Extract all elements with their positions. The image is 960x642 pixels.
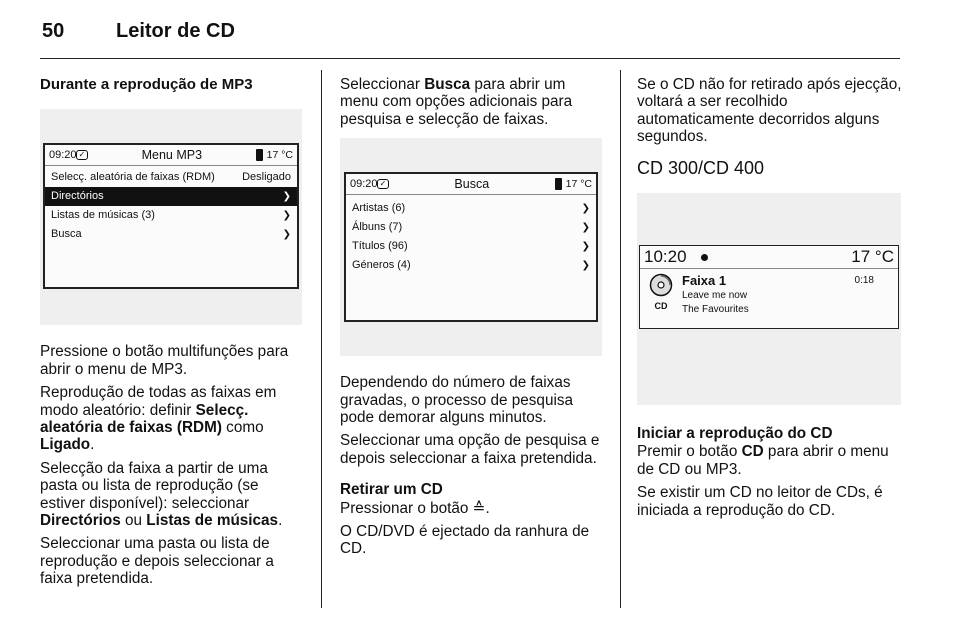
menu-row-random[interactable] xyxy=(45,168,297,187)
menu-row-search[interactable] xyxy=(45,225,297,244)
chevron-right-icon: ❯ xyxy=(581,203,590,215)
screen-temperature: 17 °C xyxy=(851,247,894,267)
mp3-menu-screen xyxy=(43,143,299,289)
screen-status-bar xyxy=(346,174,596,195)
track-line-2: Leave me now xyxy=(682,290,748,302)
sub-heading-eject: Retirar um CD xyxy=(340,481,443,499)
eject-icon: ≙ xyxy=(472,499,486,517)
column-2 xyxy=(340,76,606,564)
menu-row-label: Títulos (96) xyxy=(352,240,408,253)
chevron-right-icon: ❯ xyxy=(581,260,590,272)
paragraph: Premir o botão CD para abrir o menu de CD ou MP3. xyxy=(637,443,889,478)
search-menu-figure xyxy=(340,138,602,356)
paragraph: Seleccionar Busca para abrir um menu com opções adicionais para pesquisa e selecção de faixas. xyxy=(340,76,573,128)
menu-row-label: Listas de músicas (3) xyxy=(51,209,155,222)
source-label: CD xyxy=(654,301,668,312)
menu-row-genres[interactable] xyxy=(346,256,596,275)
menu-row-playlists[interactable] xyxy=(45,206,297,225)
paragraph: O CD/DVD é ejectado da ranhura de CD. xyxy=(340,523,590,558)
cd-player-screen xyxy=(639,245,899,329)
screen-title: Busca xyxy=(454,176,490,191)
menu-row-label: Selecç. aleatória de faixas (RDM) xyxy=(51,171,215,184)
sub-heading-start-cd: Iniciar a reprodução do CD xyxy=(637,425,833,443)
screen-time: 09:20 xyxy=(350,177,378,190)
screen-status-bar xyxy=(640,246,898,269)
paragraph: Se existir um CD no leitor de CDs, é iniciada a reprodução do CD. xyxy=(637,484,883,519)
menu-row-artists[interactable] xyxy=(346,199,596,218)
track-title: Faixa 1 xyxy=(682,273,727,289)
paragraph: Seleccionar uma opção de pesquisa e depois seleccionar a faixa pretendida. xyxy=(340,432,600,467)
chevron-right-icon: ❯ xyxy=(282,210,291,222)
menu-row-titles[interactable] xyxy=(346,237,596,256)
section-heading-cd300: CD 300/CD 400 xyxy=(637,157,765,178)
paragraph: Seleccionar uma pasta ou lista de reprodução e depois seleccionar a faixa pretendida. xyxy=(40,535,274,588)
track-line-3: The Favourites xyxy=(682,304,749,316)
paragraph: Pressione o botão multifunções para abrir o menu de MP3. xyxy=(40,343,289,378)
menu-row-label: Busca xyxy=(51,228,82,241)
phone-icon xyxy=(256,149,263,161)
screen-time: 09:20 xyxy=(49,148,77,161)
chevron-right-icon: ❯ xyxy=(282,229,291,241)
paragraph: Pressionar o botão ≙. xyxy=(340,499,490,517)
chevron-right-icon: ❯ xyxy=(282,191,291,203)
chevron-right-icon: ❯ xyxy=(581,241,590,253)
screen-temperature: 17 °C xyxy=(565,177,592,190)
source-icon: ✓ xyxy=(377,179,389,189)
paragraph: Reprodução de todas as faixas em modo aleatório: definir Selecç. aleatória de faixas (RDM) como Ligado. xyxy=(40,384,277,454)
menu-row-directories[interactable] xyxy=(45,187,297,206)
menu-row-label: Géneros (4) xyxy=(352,259,411,272)
source-icon: ✓ xyxy=(76,150,88,160)
menu-row-label: Directórios xyxy=(51,190,104,203)
mp3-menu-figure xyxy=(40,109,302,325)
column-divider-1 xyxy=(321,70,322,608)
screen-temperature: 17 °C xyxy=(266,148,293,161)
page-title: Leitor de CD xyxy=(116,20,235,42)
paragraph: Dependendo do número de faixas gravadas, o processo de pesquisa pode demorar alguns minutos. xyxy=(340,374,574,427)
paragraph: Se o CD não for retirado após ejecção, voltará a ser recolhido automaticamente decorridos alguns segundos. xyxy=(637,76,902,146)
screen-status-bar xyxy=(45,145,297,166)
header-rule xyxy=(40,58,900,59)
screen-title: Menu MP3 xyxy=(141,147,203,162)
cd-player-figure xyxy=(637,193,901,405)
paragraph: Selecção da faixa a partir de uma pasta ou lista de reprodução (se estiver disponível): seleccionar Directórios ou Listas de músicas. xyxy=(40,459,283,530)
menu-row-albums[interactable] xyxy=(346,218,596,237)
page-header xyxy=(42,20,235,50)
search-menu-screen xyxy=(344,172,598,322)
elapsed-time: 0:18 xyxy=(854,275,874,287)
menu-row-value: Desligado xyxy=(242,171,291,184)
column-divider-2 xyxy=(620,70,621,608)
section-heading-mp3: Durante a reprodução de MP3 xyxy=(40,76,253,93)
screen-time: 10:20 xyxy=(644,247,687,267)
menu-row-label: Artistas (6) xyxy=(352,202,406,215)
cd-disc-icon xyxy=(649,273,673,297)
chevron-right-icon: ❯ xyxy=(581,222,590,234)
column-3 xyxy=(637,76,905,525)
cd-status-dot-icon xyxy=(701,254,708,261)
phone-icon xyxy=(555,178,562,190)
page-number: 50 xyxy=(42,20,65,42)
column-1 xyxy=(40,76,302,594)
menu-row-label: Álbuns (7) xyxy=(352,221,403,234)
